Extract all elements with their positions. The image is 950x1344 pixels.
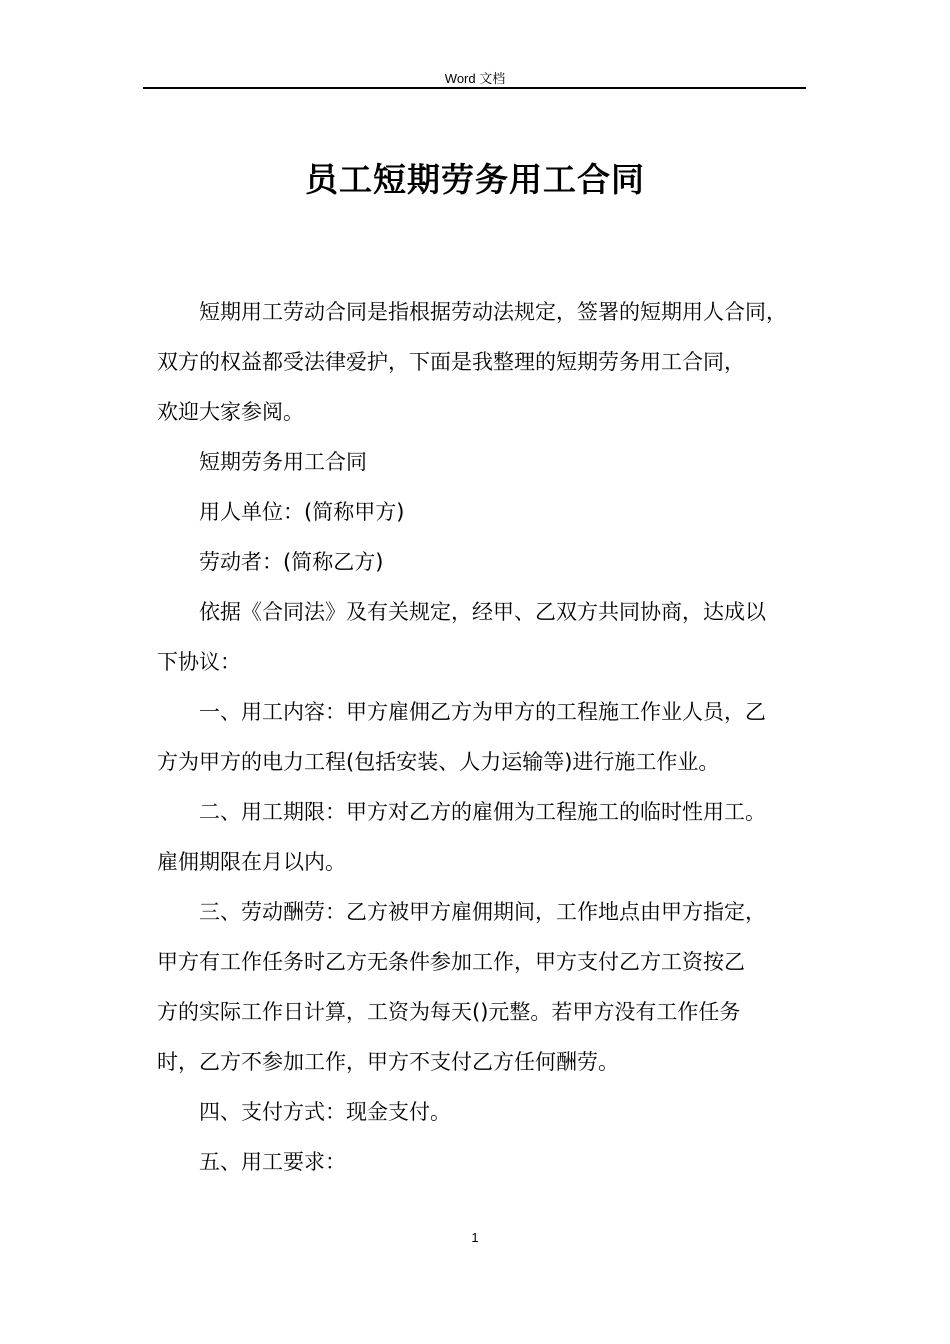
paragraph-line: 依据《合同法》及有关规定，经甲、乙双方共同协商，达成以 [199, 600, 766, 624]
paragraph-line: 二、用工期限：甲方对乙方的雇佣为工程施工的临时性用工。 [199, 800, 766, 824]
paragraph-line: 欢迎大家参阅。 [157, 400, 304, 424]
page-header: Word 文档 [444, 71, 506, 86]
clause-3 [157, 887, 816, 1087]
page-number: 1 [471, 1230, 479, 1245]
paragraph-line: 方的实际工作日计算，工资为每天()元整。若甲方没有工作任务 [157, 1000, 741, 1024]
paragraph-line: 劳动者：(简称乙方) [199, 550, 384, 574]
paragraph-line: 三、劳动酬劳：乙方被甲方雇佣期间，工作地点由甲方指定， [199, 900, 766, 924]
paragraph-line: 一、用工内容：甲方雇佣乙方为甲方的工程施工作业人员，乙 [199, 700, 766, 724]
paragraph-line: 五、用工要求： [199, 1150, 346, 1174]
paragraph-line: 时，乙方不参加工作，甲方不支付乙方任何酬劳。 [157, 1050, 619, 1074]
paragraph-line: 甲方有工作任务时乙方无条件参加工作，甲方支付乙方工资按乙 [157, 950, 745, 974]
header-divider [143, 87, 806, 89]
document-body [157, 287, 816, 1187]
paragraph-line: 短期用工劳动合同是指根据劳动法规定，签署的短期用人合同， [199, 300, 787, 324]
document-title: 员工短期劳务用工合同 [305, 160, 645, 199]
paragraph-basis [157, 587, 816, 687]
clause-5 [178, 1137, 816, 1187]
paragraph-line: 用人单位：(简称甲方) [199, 500, 405, 524]
clause-1 [157, 687, 816, 787]
paragraph-line: 方为甲方的电力工程(包括安装、人力运输等)进行施工作业。 [157, 750, 720, 774]
paragraph-line: 下协议： [157, 650, 241, 674]
paragraph-line: 短期劳务用工合同 [199, 450, 367, 474]
paragraph-contract-name [178, 437, 816, 487]
paragraph-line: 双方的权益都受法律爱护，下面是我整理的短期劳务用工合同， [157, 350, 745, 374]
paragraph-worker [178, 537, 816, 587]
clause-4 [178, 1087, 816, 1137]
paragraph-line: 四、支付方式：现金支付。 [199, 1100, 451, 1124]
paragraph-line: 雇佣期限在月以内。 [157, 850, 346, 874]
paragraph-intro [157, 287, 816, 437]
clause-2 [157, 787, 816, 887]
paragraph-employer [178, 487, 816, 537]
